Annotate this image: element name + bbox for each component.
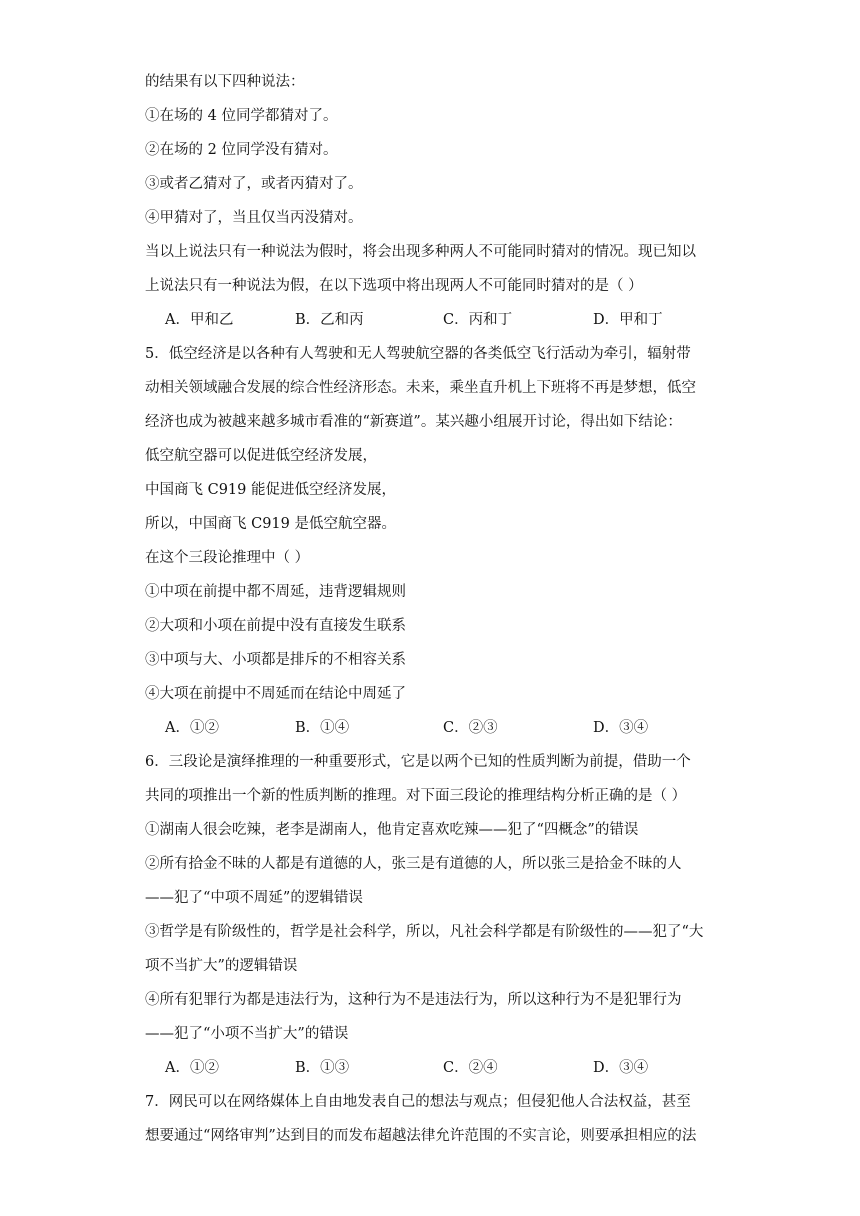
q4-line: 的结果有以下四种说法：	[145, 74, 305, 90]
q6-option-b: B．①③	[295, 1060, 350, 1076]
q6-stem: 6．三段论是演绎推理的一种重要形式，它是以两个已知的性质判断为前提，借助一个	[145, 754, 691, 770]
q6-statement: ②所有拾金不昧的人都是有道德的人，张三是有道德的人，所以张三是拾金不昧的人	[145, 856, 682, 872]
q5-statement: ③中项与大、小项都是排斥的不相容关系	[145, 652, 406, 668]
q4-line: 上说法只有一种说法为假，在以下选项中将出现两人不可能同时猜对的是（ ）	[145, 278, 643, 294]
q7-stem: 想要通过“网络审判”达到目的而发布超越法律允许范围的不实言论，则要承担相应的法	[145, 1128, 697, 1144]
q5-statement: ①中项在前提中都不周延，违背逻辑规则	[145, 584, 406, 600]
q7-stem: 7．网民可以在网络媒体上自由地发表自己的想法与观点；但侵犯他人合法权益，甚至	[145, 1094, 691, 1110]
q5-premise: 中国商飞 C919 能促进低空经济发展，	[145, 482, 396, 498]
q6-stem: 共同的项推出一个新的性质判断的推理。对下面三段论的推理结构分析正确的是（ ）	[145, 788, 687, 804]
q4-statement: ③或者乙猜对了，或者丙猜对了。	[145, 176, 363, 192]
q6-statement: ③哲学是有阶级性的，哲学是社会科学，所以，凡社会科学都是有阶级性的——犯了“大	[145, 924, 704, 940]
q4-option-a: A．甲和乙	[165, 312, 234, 328]
q6-option-a: A．①②	[165, 1060, 219, 1076]
q6-statement: ——犯了“中项不周延”的逻辑错误	[145, 890, 363, 906]
q4-line: 当以上说法只有一种说法为假时，将会出现多种两人不可能同时猜对的情况。现已知以	[145, 244, 696, 260]
q4-statement: ①在场的 4 位同学都猜对了。	[145, 108, 338, 124]
q5-option-b: B．①④	[295, 720, 350, 736]
q6-statement: ①湖南人很会吃辣，老李是湖南人，他肯定喜欢吃辣——犯了“四概念”的错误	[145, 822, 639, 838]
q6-statement: ④所有犯罪行为都是违法行为，这种行为不是违法行为，所以这种行为不是犯罪行为	[145, 992, 682, 1008]
q5-option-a: A．①②	[165, 720, 219, 736]
q4-options	[165, 310, 725, 330]
q4-statement: ④甲猜对了，当且仅当丙没猜对。	[145, 210, 363, 226]
q5-question: 在这个三段论推理中（ ）	[145, 550, 310, 566]
q5-statement: ④大项在前提中不周延而在结论中周延了	[145, 686, 406, 702]
q6-statement: 项不当扩大”的逻辑错误	[145, 958, 298, 974]
q5-options	[165, 718, 725, 738]
q4-option-d: D．甲和丁	[593, 312, 663, 328]
q5-premise: 低空航空器可以促进低空经济发展，	[145, 448, 377, 464]
q6-options	[165, 1058, 725, 1078]
q5-stem: 经济也成为被越来越多城市看准的“新赛道”。某兴趣小组展开讨论，得出如下结论：	[145, 414, 682, 430]
q5-statement: ②大项和小项在前提中没有直接发生联系	[145, 618, 406, 634]
q4-statement: ②在场的 2 位同学没有猜对。	[145, 142, 338, 158]
q5-option-c: C．②③	[443, 720, 498, 736]
q6-statement: ——犯了“小项不当扩大”的错误	[145, 1026, 349, 1042]
q6-option-c: C．②④	[443, 1060, 498, 1076]
q6-option-d: D．③④	[593, 1060, 649, 1076]
q5-conclusion: 所以，中国商飞 C919 是低空航空器。	[145, 516, 396, 532]
q4-option-c: C．丙和丁	[443, 312, 513, 328]
q5-option-d: D．③④	[593, 720, 649, 736]
q5-stem: 5．低空经济是以各种有人驾驶和无人驾驶航空器的各类低空飞行活动为牵引，辐射带	[145, 346, 691, 362]
q4-option-b: B．乙和丙	[295, 312, 364, 328]
q5-stem: 动相关领域融合发展的综合性经济形态。未来，乘坐直升机上下班将不再是梦想，低空	[145, 380, 696, 396]
